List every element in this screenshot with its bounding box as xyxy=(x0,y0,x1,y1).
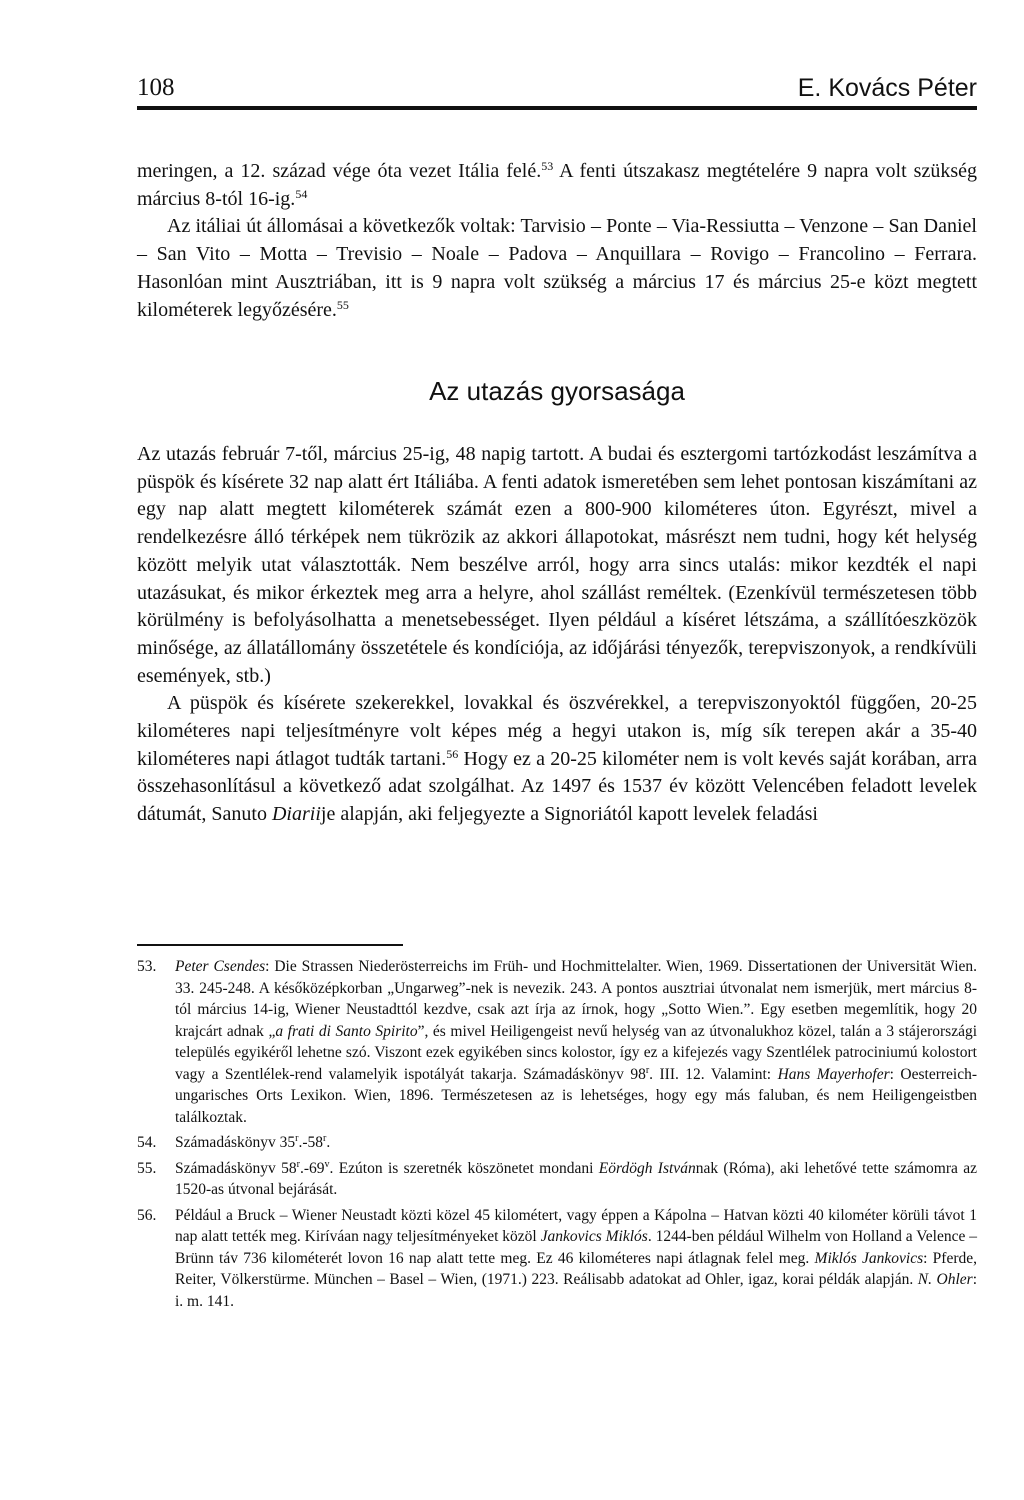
footnote-54: 54. Számadáskönyv 35$^r$.-58$^r$. xyxy=(137,1132,977,1154)
footnote-rule xyxy=(137,944,403,946)
footnote-ref-53[interactable]: 53 xyxy=(541,159,554,173)
section-paragraph-1: Az utazás február 7-től, március 25-ig, 48 napig tartott. A budai és esztergomi tartózkodást leszámítva a püspök és kísérete 32 nap alatt ért Itáliába. A fenti adatok ismeretében sem lehet pontosan kiszámítani az egy nap alatt megtett kilométerek számát ezen a 800-900 kilométeres úton. Egyrészt, mivel a rendelkezésre álló térképek nem tükrözik az akkori állapotokat, másrészt nem tudni, hogy két helység között melyik utat választották. Nem beszélve arról, hogy arra sincs utalás: mikor kezdték el napi utazásukat, és mikor érkeztek meg arra a helyre, ahol szállást reméltek. (Ezenkívül természetesen több körülmény is befolyásolhatta a menetsebességet. Ilyen például a kíséret létszáma, a szállítóeszközök minősége, az állatállomány összetétele és kondíciója, az időjárási tényezők, terepviszonyok, a rendkívüli események, stb.) xyxy=(137,443,977,687)
header-rule xyxy=(137,106,977,110)
intro-text xyxy=(137,158,977,324)
section-heading: Az utazás gyorsasága xyxy=(429,376,685,406)
footnote-number: 56. xyxy=(137,1206,157,1224)
running-header xyxy=(137,66,977,106)
footnote-number: 55. xyxy=(137,1159,157,1177)
section-text xyxy=(137,441,977,829)
footnote-ref-54[interactable]: 54 xyxy=(295,186,308,201)
intro-paragraph-1: meringen, a 12. század vége óta vezet Itália felé.$^{53}$ A fenti útszakasz megtételére 9 napra volt szükség március 8-tól 16-ig.$^{54}$ xyxy=(137,159,978,210)
footnote-56: 56. Például a Bruck – Wiener Neustadt közti közel 45 kilométert, vagy éppen a Kápolna – Hatvan közti 40 kilométer körüli távot 1 nap alatt tették meg. Kiríváan nagy teljesítményeket közöl Jankovics Miklós. 1244-ben például Wilhelm von Holland a Velence – Brünn táv 736 kilométerét lovon 16 nap alatt tette meg. Ez 46 kilométeres napi átlagnak felel meg. Miklós Jankovics: Pferde, Reiter, Völkerstürme. München – Basel – Wien, (1971.) 223. Reálisabb adatokat ad Ohler, igaz, korai példák alapján. N. Ohler: i. m. 141. xyxy=(137,1206,978,1310)
footnote-53: 53. Peter Csendes: Die Strassen Niederösterreichs im Früh- und Hochmittelalter. Wien, 1969. Dissertationen der Universität Wien. 33. 245-248. A későközépkorban „Ungarweg”-nek is nevezik. 243. A pontos ausztriai útvonalat nem ismerjük, mert március 8-tól március 14-ig, Wiener Neustadttól kezdve, csak azt írja az írnok, hogy „Sotto Wien.”. Egy esetben megemlítik, hogy 20 krajcárt adnak „a frati di Santo Spirito”, és mivel Heiligengeist nevű helység van az útvonalukhoz közel, talán a 3 stájerországi település egyikéről lehetne szó. Viszont ezek egyikében sincs kolostor, így ez a kifejezés vagy Szentlélek patrociniumú kolostort vagy a Szentlélek-rend valamelyik ispotályát takarja. Számadáskönyv 98$^r$. III. 12. Valamint: Hans Mayerhofer: Oesterreich-ungarisches Orts Lexikon. Wien, 1896. Természetesen az is lehetséges, hogy egy más faluban, és nem Heiligengeistben találkoztak. xyxy=(137,958,978,1126)
footnote-55: 55. Számadáskönyv 58$^r$.-69$^v$. Ezúton is szeretnék köszönetet mondani Eördögh Istvánnak (Róma), aki lehetővé tette számomra az 1520-as útvonal bejárását. xyxy=(137,1158,977,1198)
footnote-number: 54. xyxy=(137,1134,157,1151)
page-number: 108 xyxy=(137,74,175,101)
running-author: E. Kovács Péter xyxy=(797,74,977,102)
footnote-ref-56[interactable]: 56 xyxy=(446,746,459,761)
footnote-ref-55[interactable]: 55 xyxy=(336,297,349,312)
section-paragraph-2: A püspök és kísérete szekerekkel, lovakkal és öszvérekkel, a terepviszonyoktól függően, 20-25 kilométeres napi teljesítményre volt képes még a hegyi utakon is, míg sík terepen akár a 35-40 kilométeres napi átlagot tudták tartani.$^{56}$ Hogy ez a 20-25 kilométer nem is volt kevés saját korában, arra összehasonlításul a következő adat szolgálhat. Az 1497 és 1537 év között Velencében feladott levelek dátumát, Sanuto Diariije alapján, aki feljegyezte a Signoriától kapott levelek feladási xyxy=(137,692,978,826)
intro-paragraph-2: Az itáliai út állomásai a következők voltak: Tarvisio – Ponte – Via-Ressiutta – Venzone – San Daniel – San Vito – Motta – Trevisio – Noale – Padova – Anquillara – Rovigo – Francolino – Ferrara. Hasonlóan mint Ausztriában, itt is 9 napra volt szükség a március 17 és március 25-e közt megtett kilométerek legyőzésére.$^{55}$ xyxy=(137,215,977,321)
footnote-number: 53. xyxy=(137,958,157,975)
footnotes xyxy=(137,956,977,1316)
